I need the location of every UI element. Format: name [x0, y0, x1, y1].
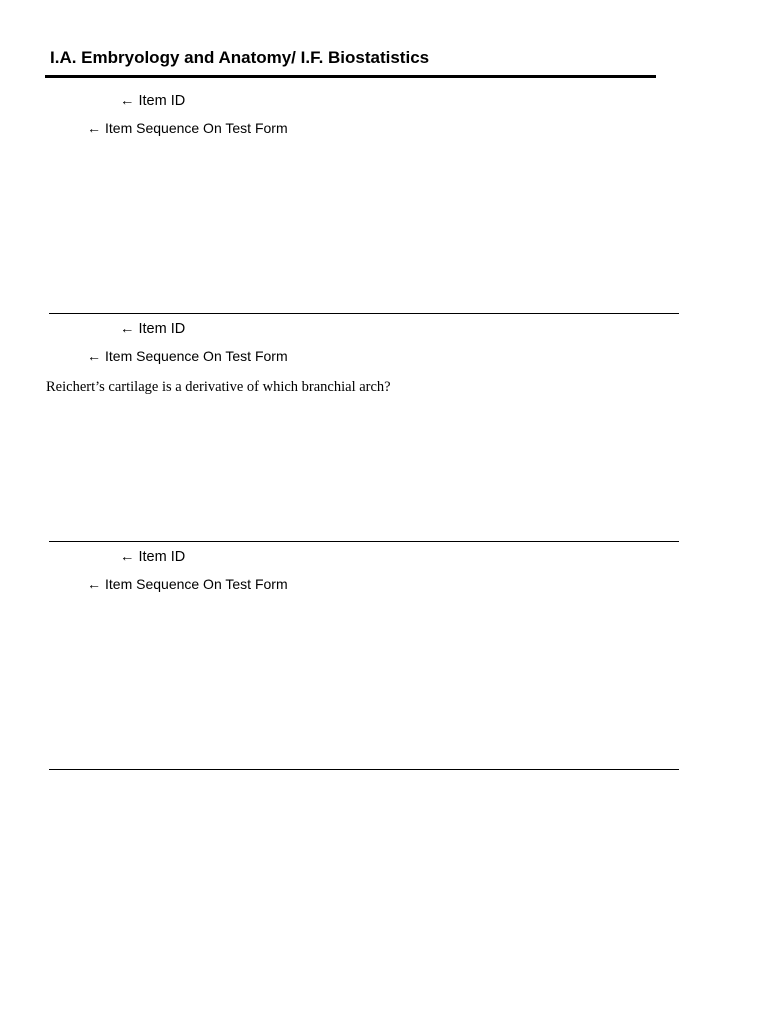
left-arrow-icon: ←: [87, 576, 101, 592]
item-sequence-label: [87, 576, 288, 592]
item-id-text: Item ID: [138, 321, 186, 337]
item-sequence-label: [87, 120, 288, 136]
item-separator: [49, 313, 679, 314]
item-separator: [49, 541, 679, 542]
item-id-label: [120, 93, 185, 109]
item-sequence-text: Item Sequence On Test Form: [105, 576, 288, 592]
item-id-label: [120, 321, 185, 337]
item-sequence-text: Item Sequence On Test Form: [105, 348, 288, 364]
item-id-text: Item ID: [138, 549, 186, 565]
page-title: I.A. Embryology and Anatomy/ I.F. Biostatistics: [50, 48, 430, 67]
item-sequence-text: Item Sequence On Test Form: [105, 120, 288, 136]
left-arrow-icon: ←: [87, 348, 101, 364]
title-rule: [45, 75, 656, 78]
question-text: Reichert’s cartilage is a derivative of which branchial arch?: [46, 379, 391, 395]
item-id-text: Item ID: [138, 93, 186, 109]
item-separator: [49, 769, 679, 770]
left-arrow-icon: ←: [87, 120, 101, 136]
left-arrow-icon: ←: [120, 321, 135, 337]
item-sequence-label: [87, 348, 288, 364]
left-arrow-icon: ←: [120, 93, 135, 109]
item-id-label: [120, 549, 185, 565]
left-arrow-icon: ←: [120, 549, 135, 565]
